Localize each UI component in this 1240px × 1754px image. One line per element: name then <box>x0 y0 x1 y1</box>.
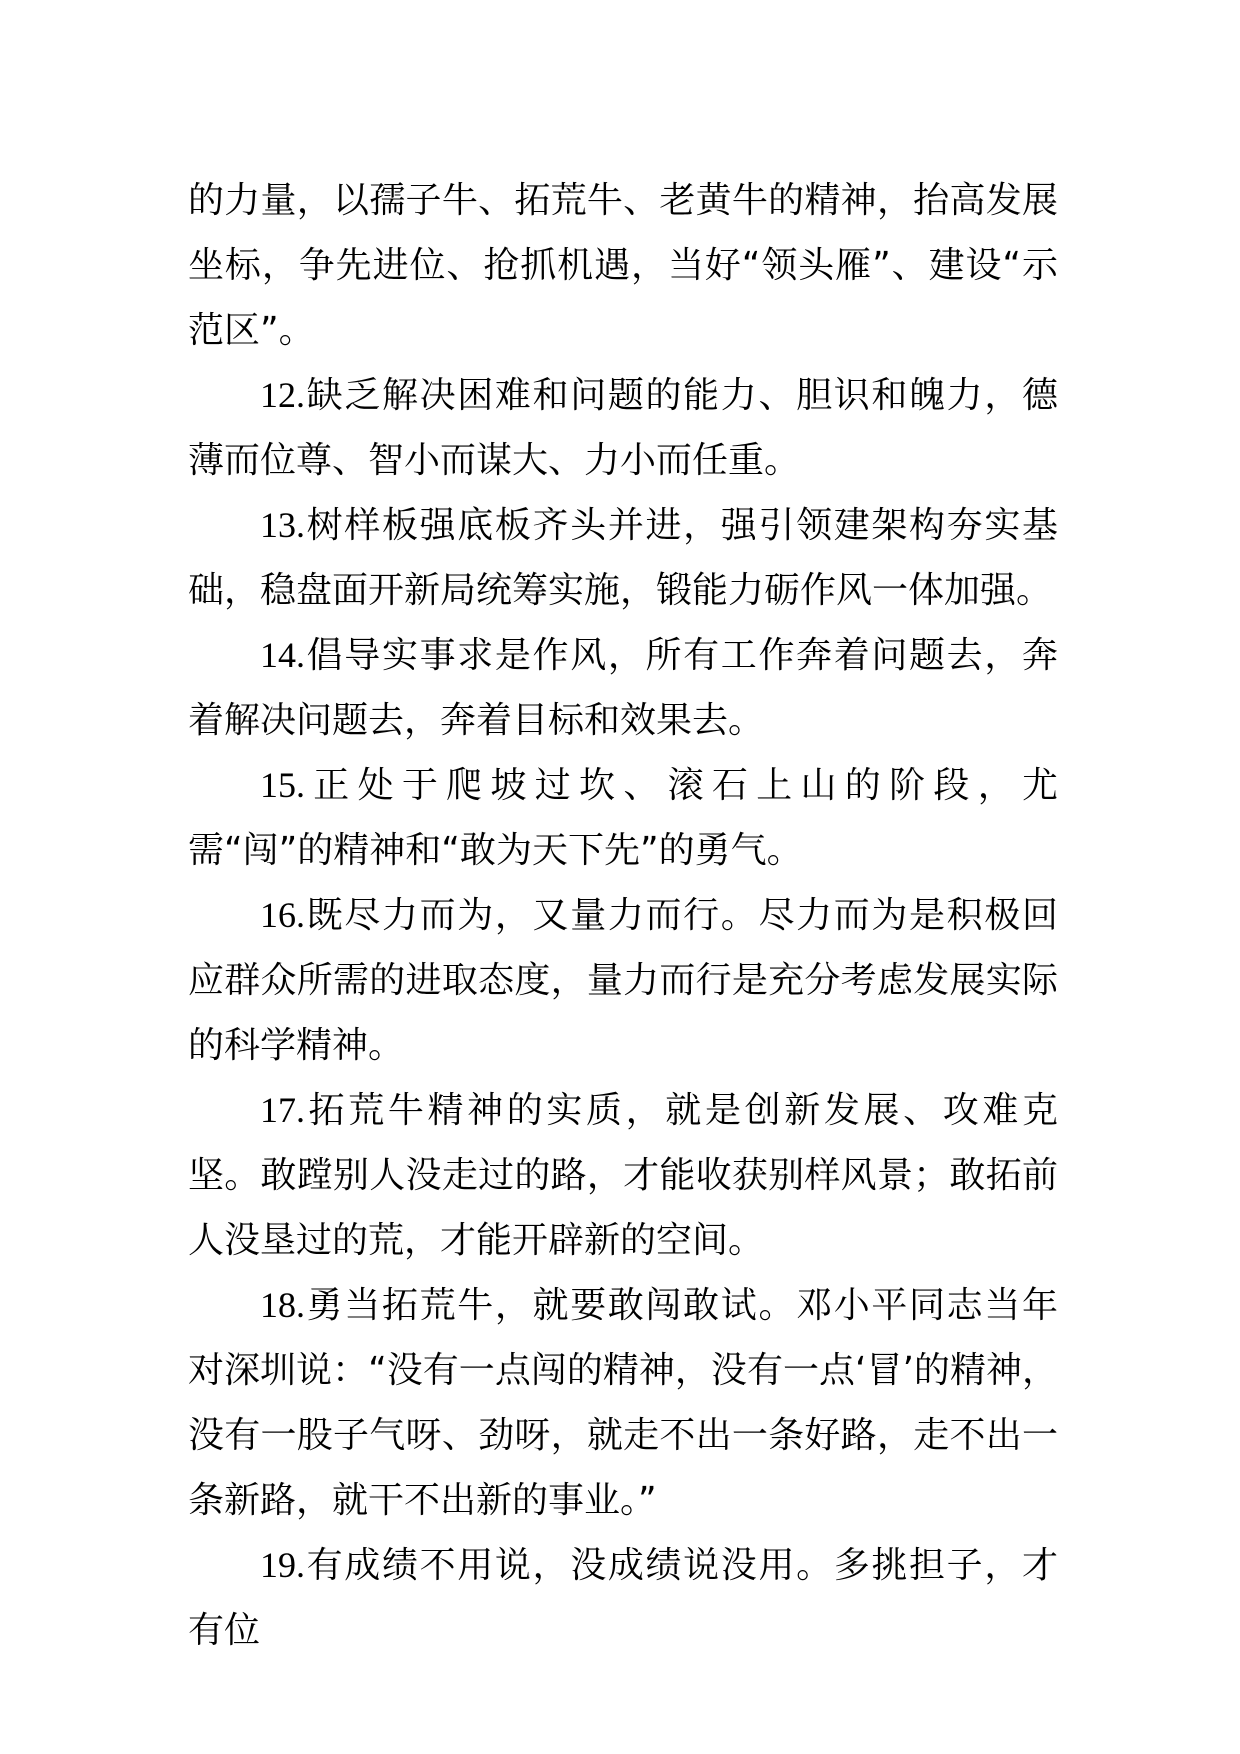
paragraph-item-18 <box>188 1273 1058 1533</box>
paragraph-text: 有成绩不用说，没成绩说没用。多挑担子，才有位 <box>188 1545 1058 1651</box>
paragraph-item-17 <box>188 1078 1058 1273</box>
document-page <box>188 168 1058 1663</box>
item-number: 12. <box>260 375 305 415</box>
paragraph-item-14 <box>188 623 1058 753</box>
item-number: 19. <box>260 1545 305 1585</box>
paragraph-text: 既尽力而为，又量力而行。尽力而为是积极回应群众所需的进取态度，量力而行是充分考虑发展实际的科学精神。 <box>188 895 1058 1066</box>
paragraph-text: 勇当拓荒牛，就要敢闯敢试。邓小平同志当年对深圳说：“没有一点闯的精神，没有一点‘冒’的精神，没有一股子气呀、劲呀，就走不出一条好路，走不出一条新路，就干不出新的事业。” <box>188 1285 1058 1521</box>
item-number: 15. <box>260 765 305 805</box>
paragraph-continuation <box>188 168 1058 363</box>
paragraph-item-15 <box>188 753 1058 883</box>
item-number: 18. <box>260 1285 305 1325</box>
item-number: 14. <box>260 635 305 675</box>
paragraph-text: 倡导实事求是作风，所有工作奔着问题去，奔着解决问题去，奔着目标和效果去。 <box>188 635 1058 741</box>
paragraph-text: 正处于爬坡过坎、滚石上山的阶段，尤需“闯”的精神和“敢为天下先”的勇气。 <box>188 765 1058 871</box>
item-number: 17. <box>260 1090 305 1130</box>
paragraph-text: 缺乏解决困难和问题的能力、胆识和魄力，德薄而位尊、智小而谋大、力小而任重。 <box>188 375 1058 481</box>
paragraph-text: 拓荒牛精神的实质，就是创新发展、攻难克坚。敢蹚别人没走过的路，才能收获别样风景；敢拓前人没垦过的荒，才能开辟新的空间。 <box>188 1090 1058 1261</box>
paragraph-item-19 <box>188 1533 1058 1663</box>
item-number: 13. <box>260 505 305 545</box>
paragraph-item-13 <box>188 493 1058 623</box>
paragraph-item-12 <box>188 363 1058 493</box>
item-number: 16. <box>260 895 305 935</box>
paragraph-text: 树样板强底板齐头并进，强引领建架构夯实基础，稳盘面开新局统筹实施，锻能力砺作风一体加强。 <box>188 505 1058 611</box>
paragraph-text: 的力量，以孺子牛、拓荒牛、老黄牛的精神，抬高发展坐标，争先进位、抢抓机遇，当好“领头雁”、建设“示范区”。 <box>188 180 1058 351</box>
paragraph-item-16 <box>188 883 1058 1078</box>
